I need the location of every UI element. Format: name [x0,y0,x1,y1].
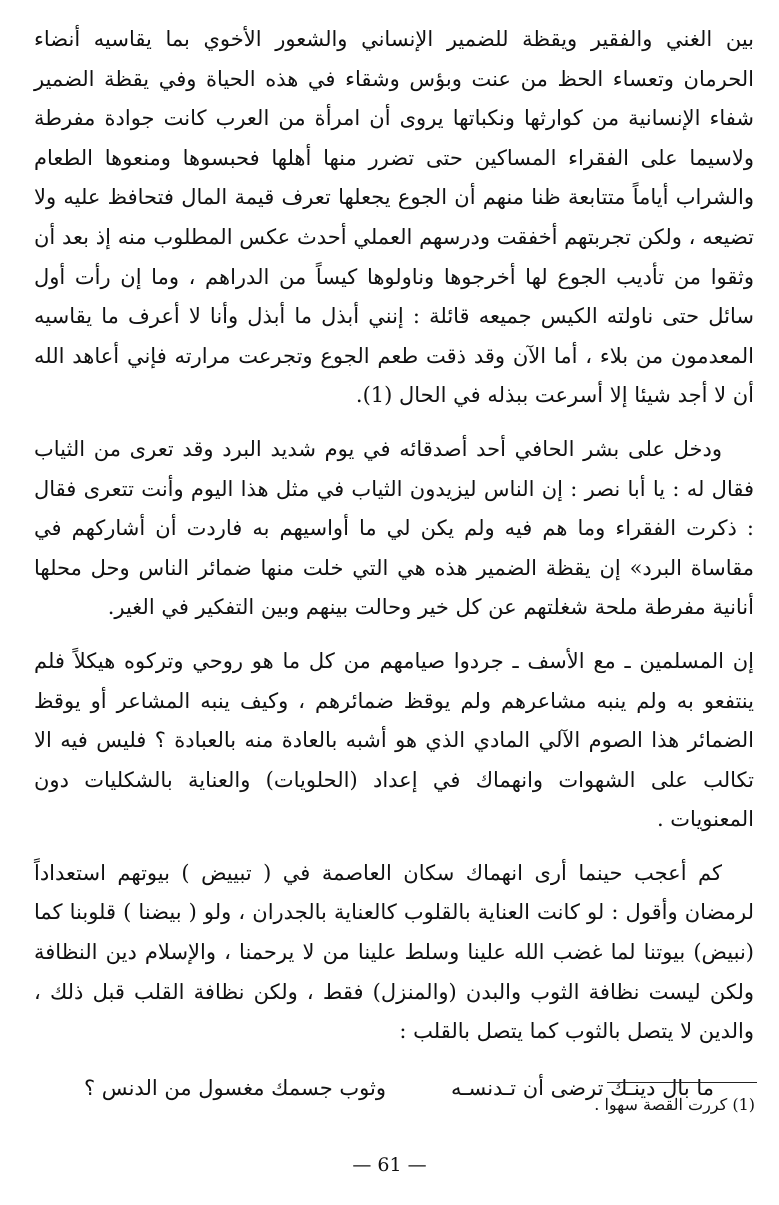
paragraph: إن المسلمين ـ مع الأسف ـ جردوا صيامهم من كل ما هو روحي وتركوه هيكلاً فلم ينتفعو به ولم ينبه مشاعرهم ولم يوقظ ضمائرهم ، وكيف ينبه المشاعر أو يوقظ الضمائر هذا الصوم الآلي المادي الذي هو أشبه بالعادة منه بالعبادة ؟ فليس فيه الا تكالب على الشهوات وانهماك في إعداد (الحلويات) والعناية بالشكليات دون المعنويات . [34,648,754,832]
footnote-divider [607,1082,757,1083]
verse-second-hemistich: وثوب جسمك مغسول من الدنس ؟ [83,1075,386,1100]
page-body [34,20,754,1110]
page-number: — 61 — [352,1154,427,1176]
verse-first-hemistich: ما بال دينـك ترضى أن تـدنسـه [451,1075,714,1100]
footnote: (1) كررت القصة سهوا . [594,1095,755,1114]
paragraph: ودخل على بشر الحافي أحد أصدقائه في يوم شديد البرد وقد تعرى من الثياب فقال له : يا أبا نصر : إن الناس ليزيدون الثياب في مثل هذا اليوم وأنت تتعرى فقال : ذكرت الفقراء وما هم فيه ولم يكن لي ما أواسيهم به فاردت أن أشاركهم في مقاساة البرد» إن يقظة الضمير هذه هي التي خلت منها ضمائر الناس وحل محلها أنانية مفرطة ملحة شغلتهم عن كل خير وحالت بينهم وبين التفكير في الغير. [34,436,755,620]
paragraph: بين الغني والفقير ويقظة للضمير الإنساني والشعور الأخوي بما يقاسيه أنضاء الحرمان وتعساء الحظ من عنت وبؤس وشقاء في هذه الحياة وفي يقظة الضمير شفاء الإنسانية من كوارثها ونكباتها يروى أن امرأة من العرب كانت جوادة مفرطة ولاسيما على الفقراء المساكين حتى تضرر منها أهلها فحبسوها ومنعوها الطعام والشراب أياماً متتابعة ظنا منهم أن الجوع يجعلها تعرف قيمة المال فتحافظ عليه ولا تضيعه ، ولكن تجربتهم أخفقت ودرسهم العملي أحدث عكس المطلوب منه إذ بعد أن وثقوا من تأديب الجوع لها أخرجوها وناولوها كيساً من الدراهم ، وما إن رأت أول سائل حتى ناولته الكيس جميعه قائلة : إنني أبذل ما أبذل وأنا لا أعرف ما يقاسيه المعدمون من بلاء ، أما الآن وقد ذقت طعم الجوع وتجرعت مرارته فإني أعاهد الله أن لا أجد شيئا إلا أسرعت ببذله في الحال (1). [34,27,754,408]
paragraph: كم أعجب حينما أرى انهماك سكان العاصمة في ( تبييض ) بيوتهم استعداداً لرمضان وأقول : لو كانت العناية بالقلوب كالعناية بالجدران ، ولو ( بيضنا ) قلوبنا كما (نبيض) بيوتنا لما غضب الله علينا وسلط علينا من لا يرحمنا ، والإسلام دين النظافة ولكن ليست نظافة الثوب والبدن (والمنزل) فقط ، ولكن نظافة القلب قبل ذلك ، والدين لا يتصل بالثوب كما يتصل بالقلب : [34,860,754,1044]
